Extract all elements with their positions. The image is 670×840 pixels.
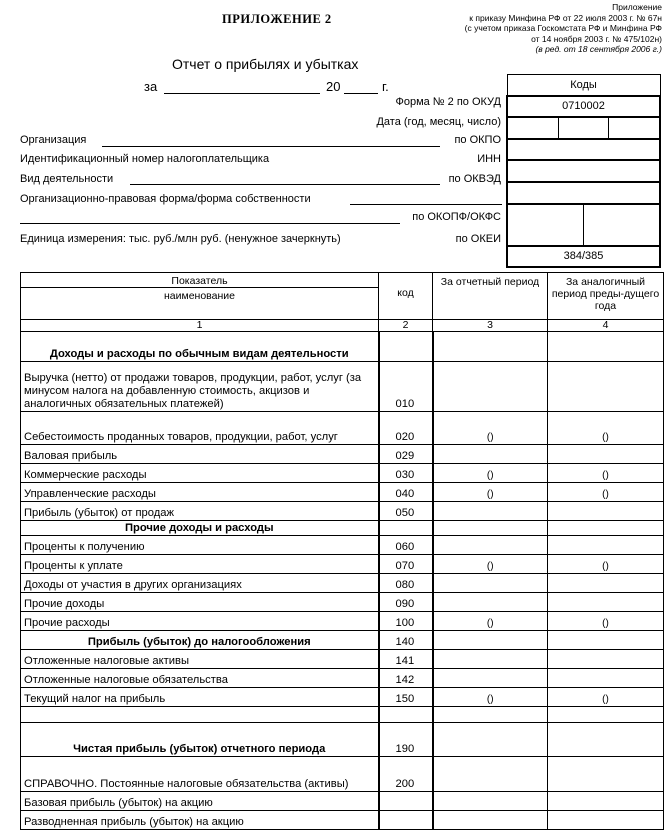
row-previous-value[interactable] [548,445,664,464]
row-code: 200 [379,757,433,792]
row-code: 190 [379,723,433,757]
row-code: 029 [379,445,433,464]
negative-parentheses: () [602,618,609,629]
row-current-value[interactable] [433,688,548,707]
org-input[interactable] [102,146,440,147]
table-row [21,792,664,811]
row-previous-value[interactable] [548,464,664,483]
row-previous-value[interactable] [548,631,664,650]
head-num-2: 2 [379,320,433,332]
row-code: 070 [379,555,433,574]
unit-label: Единица измерения: тыс. руб./млн руб. (ненужное зачеркнуть) [20,233,341,245]
table-row [21,650,664,669]
year-prefix: 20 [326,79,341,94]
row-name: Отложенные налоговые обязательства [21,669,379,688]
row-name: Доходы от участия в других организациях [21,574,379,593]
row-code [379,707,433,723]
table-row [21,612,664,631]
row-previous-value[interactable] [548,650,664,669]
row-name: Проценты к уплате [21,555,379,574]
appendix-line: к приказу Минфина РФ от 22 июля 2003 г. № 67н [469,12,662,23]
row-previous-value[interactable] [548,574,664,593]
row-previous-value[interactable] [548,502,664,521]
okei-value: 384/385 [507,246,660,268]
row-previous-value[interactable] [548,811,664,830]
row-name: Управленческие расходы [21,483,379,502]
row-code: 140 [379,631,433,650]
row-current-value[interactable] [433,362,548,412]
table-row [21,521,664,536]
head-indicator-cell [21,273,379,320]
date-label: Дата (год, месяц, число) [376,116,501,128]
row-code [379,521,433,536]
head-previous: За аналогичный период преды-дущего года [548,273,664,320]
row-previous-value[interactable] [548,757,664,792]
row-previous-value[interactable] [548,792,664,811]
table-row [21,631,664,650]
row-code: 020 [379,412,433,445]
legal-form-input[interactable] [350,204,502,205]
negative-parentheses: () [602,470,609,481]
head-name: наименование [21,287,378,302]
row-current-value[interactable] [433,811,548,830]
okved-label: по ОКВЭД [448,173,501,185]
okopf-label: по ОКОПФ/ОКФС [412,211,501,223]
date-cells[interactable] [507,117,660,139]
negative-parentheses: () [602,489,609,500]
row-name: Выручка (нетто) от продажи товаров, продукции, работ, услуг (за минусом налога на добавленную стоимость, акцизов и аналогичных обязательных платежей) [21,362,379,412]
row-current-value[interactable] [433,332,548,362]
row-name: Текущий налог на прибыль [21,688,379,707]
row-name: Отложенные налоговые активы [21,650,379,669]
negative-parentheses: () [486,561,494,572]
row-previous-value[interactable] [548,707,664,723]
row-name: Базовая прибыль (убыток) на акцию [21,792,379,811]
row-previous-value[interactable] [548,612,664,631]
table-row [21,723,664,757]
row-current-value[interactable] [433,593,548,612]
okei-label: по ОКЕИ [455,233,501,245]
legal-form-label: Организационно-правовая форма/форма собственности [20,193,311,205]
form-label: Форма № 2 по ОКУД [395,96,501,108]
table-row [21,483,664,502]
table-row [21,445,664,464]
row-name: Проценты к получению [21,536,379,555]
activity-label: Вид деятельности [20,173,114,185]
negative-parentheses: () [486,694,494,705]
okopf-cell[interactable] [507,204,660,246]
head-num-3: 3 [433,320,548,332]
row-current-value[interactable] [433,574,548,593]
row-name: Коммерческие расходы [21,464,379,483]
appendix-line: от 14 ноября 2003 г. № 475/102н) [531,33,662,44]
okved-cell[interactable] [507,182,660,204]
row-previous-value[interactable] [548,593,664,612]
row-previous-value[interactable] [548,362,664,412]
row-current-value[interactable] [433,669,548,688]
inn-label: ИНН [477,153,501,165]
table-row [21,811,664,830]
table-row [21,412,664,445]
row-previous-value[interactable] [548,555,664,574]
row-previous-value[interactable] [548,688,664,707]
row-name: СПРАВОЧНО. Постоянные налоговые обязательства (активы) [21,757,379,792]
appendix-line: (с учетом приказа Госкомстата РФ и Минфина РФ [464,23,662,34]
head-indicator: Показатель [171,275,228,287]
year-suffix: г. [382,79,389,94]
table-row [21,593,664,612]
row-name [21,707,379,723]
row-name: Прибыль (убыток) до налогообложения [21,631,379,650]
year-input[interactable] [344,93,378,94]
table-row [21,555,664,574]
codes-box [506,74,661,268]
row-current-value[interactable] [433,555,548,574]
report-title: Отчет о прибылях и убытках [172,56,359,72]
row-current-value[interactable] [433,412,548,445]
period-input[interactable] [164,93,320,94]
row-name: Прочие расходы [21,612,379,631]
row-current-value[interactable] [433,723,548,757]
row-name: Прочие доходы и расходы [21,521,379,536]
row-name: Чистая прибыль (убыток) отчетного периода [21,723,379,757]
activity-input[interactable] [130,184,440,185]
row-code: 010 [379,362,433,412]
row-current-value[interactable] [433,612,548,631]
row-name: Прибыль (убыток) от продаж [21,502,379,521]
row-code: 050 [379,502,433,521]
row-name: Прочие доходы [21,593,379,612]
row-previous-value[interactable] [548,412,664,445]
table-row [21,574,664,593]
table-row [21,707,664,723]
head-num-1: 1 [21,320,379,332]
row-code: 090 [379,593,433,612]
row-previous-value[interactable] [548,669,664,688]
legal-form-input-2[interactable] [20,223,400,224]
report-table [20,272,664,830]
inn-title: Идентификационный номер налогоплательщика [20,153,270,165]
row-current-value[interactable] [433,464,548,483]
row-current-value[interactable] [433,757,548,792]
negative-parentheses: () [486,432,494,443]
codes-title: Коды [507,75,660,96]
table-row [21,362,664,412]
row-code: 060 [379,536,433,555]
row-previous-value[interactable] [548,332,664,362]
table-row [21,688,664,707]
row-previous-value[interactable] [548,483,664,502]
table-row [21,502,664,521]
negative-parentheses: () [602,432,609,443]
row-previous-value[interactable] [548,723,664,757]
negative-parentheses: () [486,470,494,481]
row-code: 142 [379,669,433,688]
negative-parentheses: () [486,489,494,500]
row-current-value[interactable] [433,707,548,723]
row-code [379,332,433,362]
head-current: За отчетный период [433,273,548,320]
negative-parentheses: () [486,618,494,629]
row-previous-value[interactable] [548,536,664,555]
row-current-value[interactable] [433,445,548,464]
row-previous-value[interactable] [548,521,664,536]
negative-parentheses: () [602,694,609,705]
row-current-value[interactable] [433,536,548,555]
row-current-value[interactable] [433,483,548,502]
row-name: Доходы и расходы по обычным видам деятельности [21,332,379,362]
period-za-label: за [144,79,158,94]
org-label: Организация [20,134,87,146]
row-code: 040 [379,483,433,502]
row-code: 030 [379,464,433,483]
row-code [379,811,433,830]
okpo-label: по ОКПО [454,134,501,146]
row-code [379,792,433,811]
appendix-title: ПРИЛОЖЕНИЕ 2 [222,12,332,26]
row-current-value[interactable] [433,650,548,669]
appendix-line: (в ред. от 18 сентября 2006 г.) [535,44,662,55]
row-current-value[interactable] [433,792,548,811]
table-row [21,332,664,362]
row-name: Разводненная прибыль (убыток) на акцию [21,811,379,830]
okpo-cell[interactable] [507,139,660,161]
row-name: Себестоимость проданных товаров, продукции, работ, услуг [21,412,379,445]
appendix-line: Приложение [612,2,662,12]
appendix-note [465,2,662,55]
head-num-4: 4 [548,320,664,332]
okud-value: 0710002 [507,96,660,118]
row-current-value[interactable] [433,631,548,650]
inn-cell[interactable] [507,160,660,182]
row-current-value[interactable] [433,521,548,536]
row-code: 080 [379,574,433,593]
head-code: код [379,273,433,320]
row-current-value[interactable] [433,502,548,521]
table-row [21,536,664,555]
row-code: 141 [379,650,433,669]
table-row [21,757,664,792]
row-code: 150 [379,688,433,707]
row-name: Валовая прибыль [21,445,379,464]
row-code: 100 [379,612,433,631]
table-row [21,464,664,483]
negative-parentheses: () [602,561,609,572]
table-row [21,669,664,688]
